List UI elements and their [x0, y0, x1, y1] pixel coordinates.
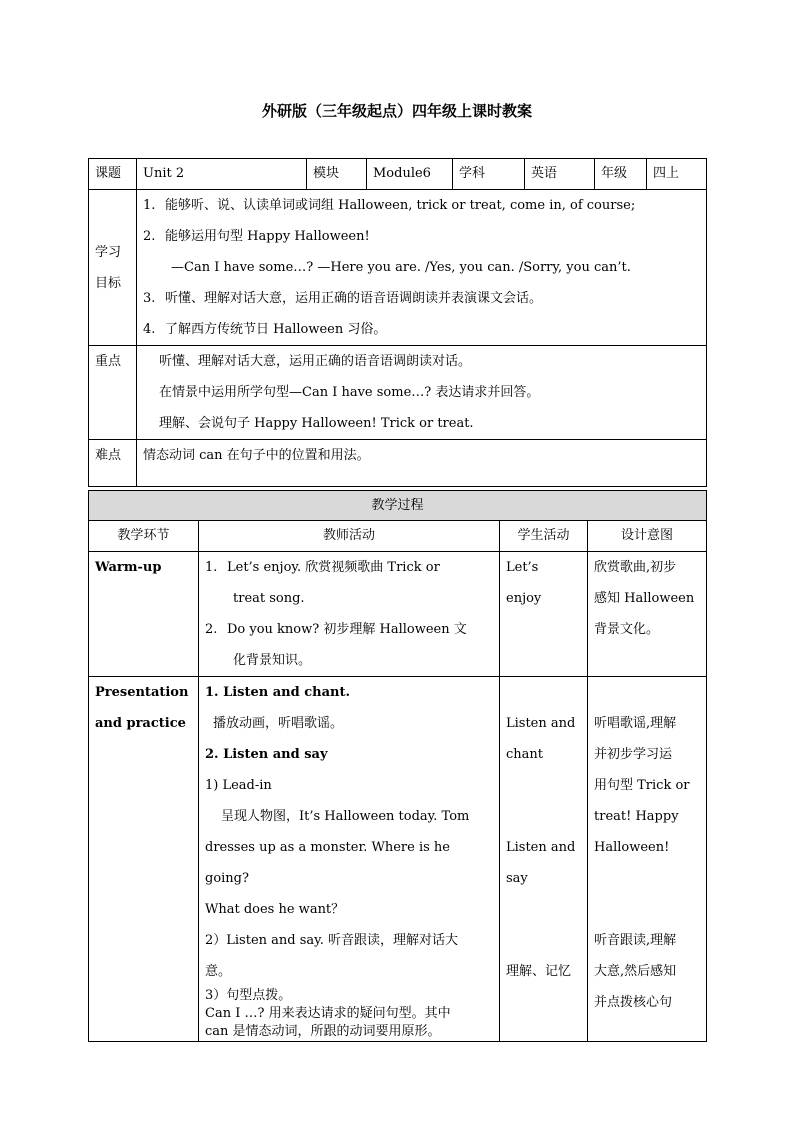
keypoint-line: 在情景中运用所学句型—Can I have some…? 表达请求并回答。 [159, 385, 540, 400]
goal-item: 3. 听懂、理解对话大意，运用正确的语音语调朗读并表演课文会话。 [143, 291, 543, 306]
col-stage: 教学环节 [89, 521, 199, 552]
goal-item: 1. 能够听、说、认读单词或词组 Halloween, trick or treat, come in, of course; [143, 198, 636, 213]
design-presentation: 听唱歌谣,理解 并初步学习运 用句型 Trick or treat! Happy Halloween! 听音跟读,理解 大意,然后感知 并点拨核心句 [588, 677, 707, 1042]
module-value: Module6 [367, 159, 453, 190]
document-title: 外研版（三年级起点）四年级上课时教案 [261, 102, 532, 120]
student-presentation: Listen and chant Listen and say 理解、记忆 [500, 677, 588, 1042]
keypoint-line: 理解、会说句子 Happy Halloween! Trick or treat. [159, 416, 474, 431]
label-topic: 课题 [89, 159, 137, 190]
goal-item: —Can I have some…? —Here you are. /Yes, you can. /Sorry, you can’t. [171, 260, 631, 275]
col-design: 设计意图 [588, 521, 707, 552]
keypoint-line: 听懂、理解对话大意，运用正确的语音语调朗读对话。 [159, 354, 472, 369]
warmup-row [89, 552, 707, 677]
teaching-process-table [88, 490, 707, 1042]
goals-list [137, 190, 707, 346]
presentation-row [89, 677, 707, 1042]
keypoints-list [137, 346, 707, 440]
label-subject: 学科 [453, 159, 525, 190]
col-teacher: 教师活动 [199, 521, 500, 552]
teacher-warmup: 1. Let’s enjoy. 欣赏视频歌曲 Trick or treat song. 2. Do you know? 初步理解 Halloween 文 化背景知识。 [199, 552, 500, 677]
design-warmup: 欣赏歌曲,初步 感知 Halloween 背景文化。 [588, 552, 707, 677]
topic-value: Unit 2 [137, 159, 307, 190]
teacher-presentation: 1. Listen and chant. 播放动画，听唱歌谣。 2. Listen and say 1) Lead-in 呈现人物图，It’s Halloween today. Tom dresses up as a monster. Where is he going? What does he want？ 2）Listen and say. 听音跟读，理解对话大 意。 3）句型点拨。 Can I …? 用来表达请求的疑问句型。其中 can 是情态动词，所跟的动词要用原形。 [199, 677, 500, 1042]
subject-value: 英语 [525, 159, 595, 190]
label-module: 模块 [307, 159, 367, 190]
label-keypoints: 重点 [89, 346, 137, 440]
label-difficulty: 难点 [89, 440, 137, 487]
goal-item: 4. 了解西方传统节日 Halloween 习俗。 [143, 322, 387, 337]
process-header: 教学过程 [89, 491, 707, 521]
stage-presentation: Presentation and practice [89, 677, 199, 1042]
difficulty-text: 情态动词 can 在句子中的位置和用法。 [137, 440, 707, 487]
label-goals: 学习目标 [89, 190, 137, 346]
goal-item: 2. 能够运用句型 Happy Halloween! [143, 229, 370, 244]
stage-warmup: Warm-up [89, 552, 199, 677]
lesson-info-table [88, 158, 707, 487]
label-grade: 年级 [595, 159, 647, 190]
grade-value: 四上 [647, 159, 707, 190]
col-student: 学生活动 [500, 521, 588, 552]
student-warmup: Let’s enjoy [500, 552, 588, 677]
